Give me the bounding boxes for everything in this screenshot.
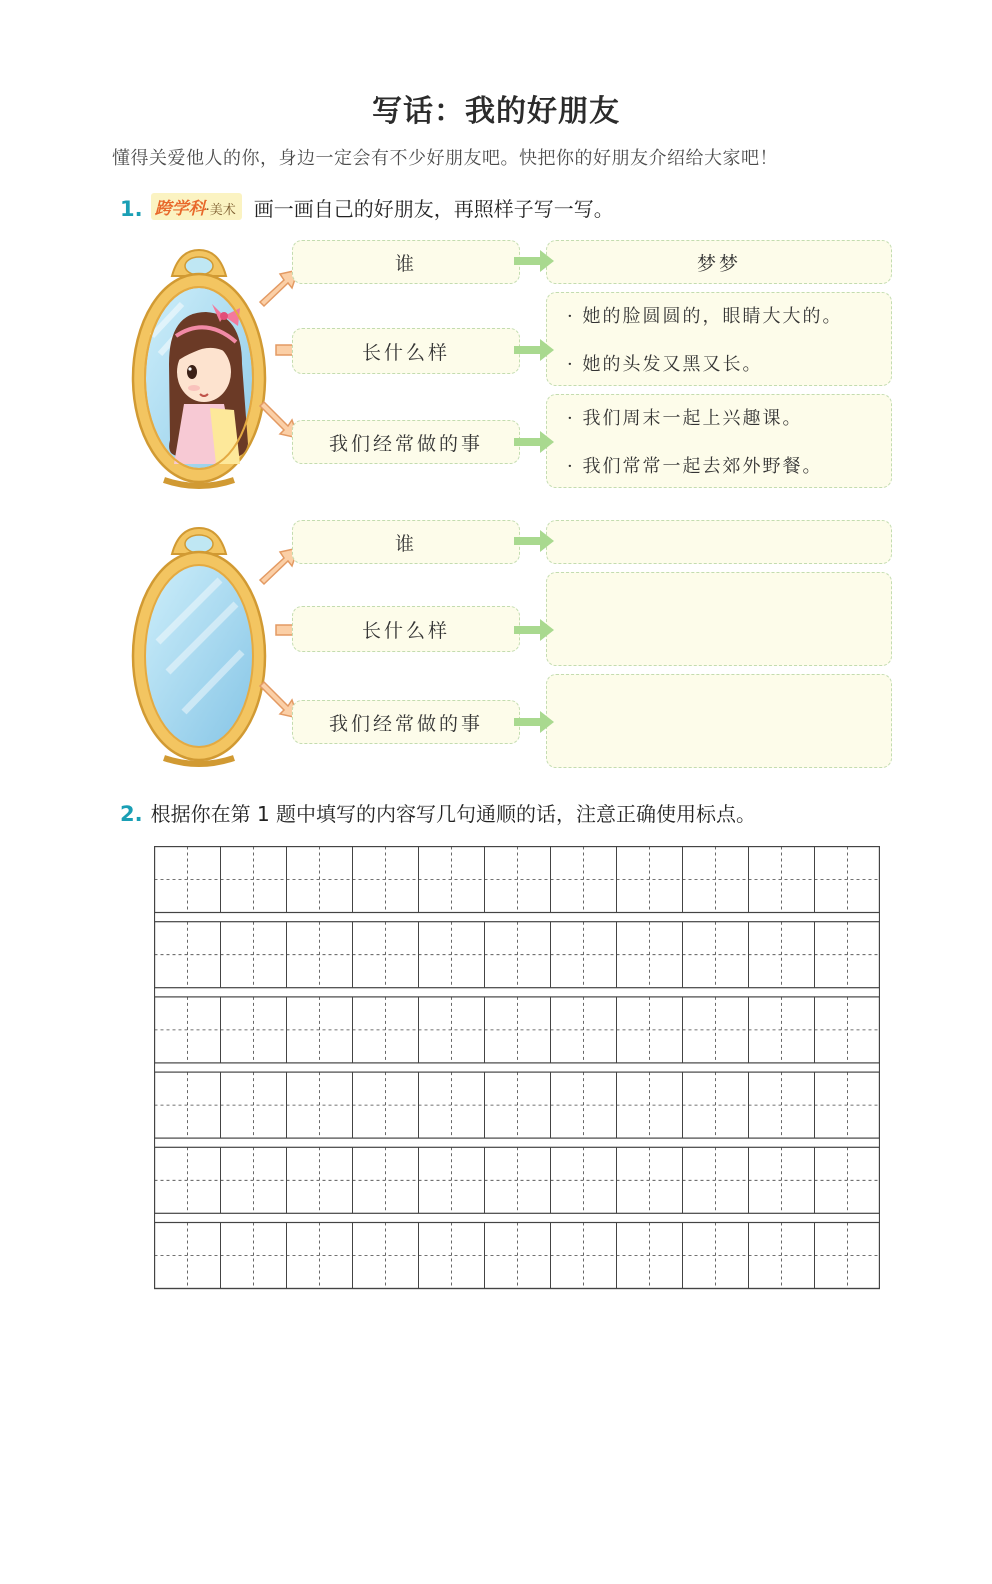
answer-line: · 我们常常一起去郊外野餐。 xyxy=(567,456,823,477)
question-1-heading xyxy=(120,193,614,222)
blank-look-label: 长什么样 xyxy=(292,606,520,652)
answer-line: · 她的头发又黑又长。 xyxy=(567,354,763,375)
writing-grid-svg xyxy=(154,846,880,1584)
writing-grid[interactable] xyxy=(154,846,880,1584)
example-look-label: 长什么样 xyxy=(292,328,520,374)
blank-do-answer-box[interactable] xyxy=(546,674,892,768)
row-arrows xyxy=(512,240,558,770)
blank-do-label: 我们经常做的事 xyxy=(292,700,520,744)
example-who-label: 谁 xyxy=(292,240,520,284)
question-number: 1. xyxy=(120,197,143,221)
example-do-label: 我们经常做的事 xyxy=(292,420,520,464)
question-2-heading xyxy=(120,798,756,827)
answer-line: · 我们周末一起上兴趣课。 xyxy=(567,408,803,429)
intro-text: 懂得关爱他人的你，身边一定会有不少好朋友吧。快把你的好朋友介绍给大家吧！ xyxy=(112,148,778,169)
question-text: 画一画自己的好朋友，再照样子写一写。 xyxy=(253,197,614,221)
page-title: 写话：我的好朋友 xyxy=(372,94,620,129)
mirror-connector-arrows xyxy=(250,240,310,780)
example-do-answer xyxy=(546,394,892,488)
blank-look-answer-box[interactable] xyxy=(546,572,892,666)
cross-subject-badge xyxy=(151,193,242,220)
question-number: 2. xyxy=(120,802,143,826)
blank-who-answer-box[interactable] xyxy=(546,520,892,564)
example-who-answer: 梦梦 xyxy=(546,240,892,284)
example-look-answer xyxy=(546,292,892,386)
blank-who-label: 谁 xyxy=(292,520,520,564)
badge-sub: ·美术 xyxy=(205,203,236,218)
badge-main: 跨学科 xyxy=(154,199,206,219)
question-text: 根据你在第 1 题中填写的内容写几句通顺的话，注意正确使用标点。 xyxy=(150,802,757,826)
answer-line: · 她的脸圆圆的，眼睛大大的。 xyxy=(567,306,843,327)
